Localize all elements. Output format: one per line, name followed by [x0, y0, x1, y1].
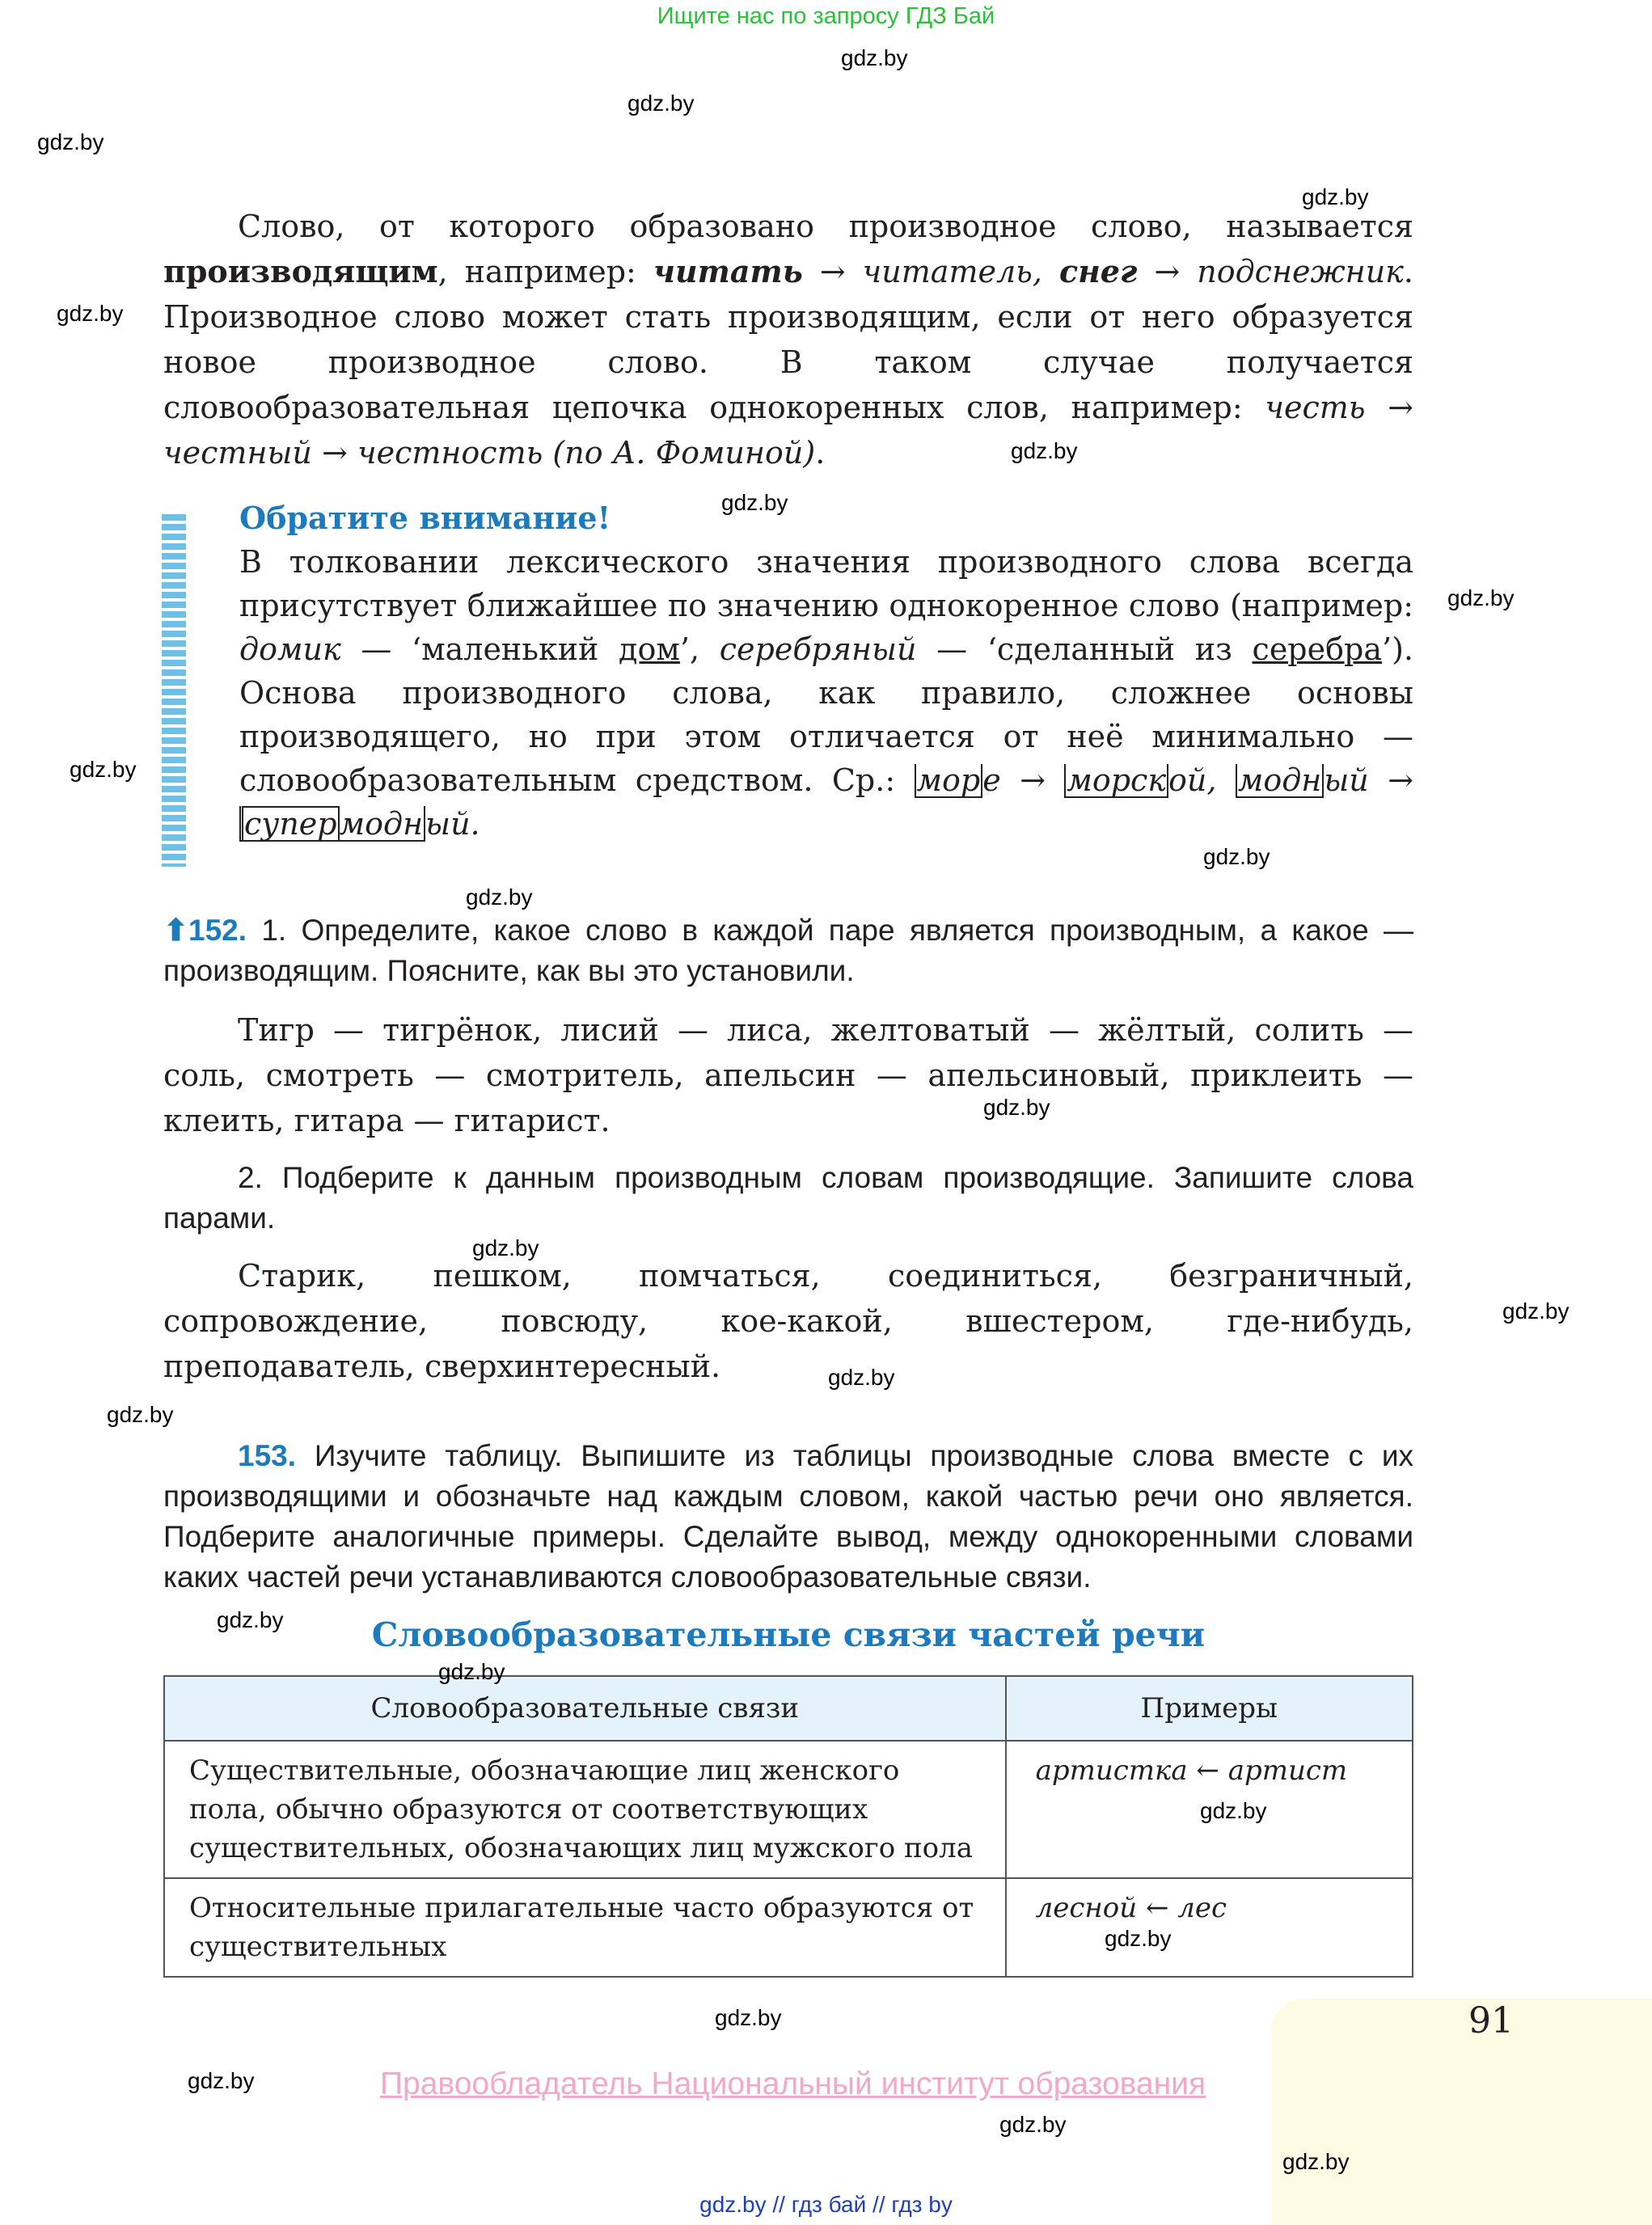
word-stem: супермодн — [239, 806, 425, 842]
task-152: ⬆152. 1. Определите, какое слово в каждой паре является производным, а какое — производящим. Поясните, как вы это установили. — [163, 914, 1414, 987]
task-152-words-1: Тигр — тигрёнок, лисий — лиса, желтоватый — жёлтый, солить — соль, смотреть — смотритель, апельсин — апельсиновый, приклеить — клеить, гитара — гитарист. — [163, 1012, 1413, 1138]
watermark: gdz.by — [107, 1402, 174, 1427]
watermark: gdz.by — [715, 2005, 782, 2030]
source: (по А. Фоминой) — [552, 435, 816, 471]
watermark: gdz.by — [70, 757, 137, 782]
task-153: 153. Изучите таблицу. Выпишите из таблицы производные слова вместе с их производящими и обозначьте над каждым словом, какой частью речи оно является. Подберите аналогичные примеры. Сделайте вывод, между однокоренными словами каких частей речи устанавливаются словообразовательные связи. — [163, 1439, 1413, 1594]
watermark: gdz.by — [466, 885, 533, 910]
task-152-words-2: Старик, пешком, помчаться, соединиться, безграничный, сопровождение, повсюду, кое-какой, вшестером, где-нибудь, преподаватель, сверхинтересный. — [163, 1258, 1413, 1384]
table-cell-example: артистка ← артист — [1006, 1741, 1413, 1878]
watermark: gdz.by — [999, 2112, 1067, 2137]
watermark: gdz.by — [472, 1235, 539, 1260]
prefix-mark: супер — [242, 806, 340, 840]
watermark: gdz.by — [1282, 2149, 1350, 2174]
watermark: gdz.by — [57, 301, 124, 326]
attention-title: Обратите внимание! — [239, 500, 611, 536]
watermark: gdz.by — [37, 129, 104, 154]
intro-paragraph: Слово, от которого образовано производное слово, называется производящим, например: читать → читатель, снег → подснежник. Производное слово может стать производящим, если от него образуется новое производное слово. В таком случае получается словообразовательная цепочка однокоренных слов, например: честь → честный → честность (по А. Фоминой). — [163, 209, 1413, 471]
word-stem: мор — [915, 764, 983, 798]
watermark: gdz.by — [627, 91, 695, 116]
copyright-link[interactable]: Правообладатель Национальный институт образования — [380, 2067, 1206, 2101]
watermark: gdz.by — [841, 45, 908, 70]
watermark: gdz.by — [1203, 844, 1270, 869]
watermark: gdz.by — [1011, 438, 1078, 463]
page-number: 91 — [1468, 2000, 1514, 2041]
table-cell-rule: Относительные прилагательные часто образуются от существительных — [164, 1878, 1006, 1977]
word-formation-table — [163, 1675, 1413, 1978]
task-number: 152. — [188, 914, 247, 947]
attention-stripe — [162, 511, 186, 867]
table-cell-rule: Существительные, обозначающие лиц женского пола, обычно образуются от соответствующих существительных, обозначающих лиц мужского пола — [164, 1741, 1006, 1878]
table-header: Примеры — [1006, 1676, 1413, 1741]
attention-block: Обратите внимание! В толковании лексического значения производного слова всегда присутствует ближайшее по значению однокоренное слово (например: домик — ‘маленький дом’, серебряный — ‘сделанный из серебра’). Основа производного слова, как правило, сложнее основы производящего, но при этом отличается от неё минимально — словообразовательным средством. Ср.: море → морской, модный → супермодный. — [239, 496, 1413, 846]
watermark: gdz.by — [438, 1659, 505, 1684]
watermark: gdz.by — [721, 490, 788, 515]
table-cell-example: лесной ← лес — [1006, 1878, 1413, 1977]
watermark: gdz.by — [188, 2068, 255, 2093]
watermark: gdz.by — [828, 1365, 895, 1390]
watermark: gdz.by — [1200, 1798, 1267, 1823]
watermark: gdz.by — [1105, 1926, 1172, 1951]
bottom-links[interactable]: gdz.by // гдз бай // гдз by — [699, 2192, 953, 2217]
watermark: gdz.by — [1502, 1298, 1570, 1324]
arrow-up-icon: ⬆ — [163, 914, 189, 947]
watermark: gdz.by — [1447, 585, 1515, 610]
table-header: Словообразовательные связи — [164, 1676, 1006, 1741]
task-number: 153. — [238, 1439, 297, 1472]
watermark: gdz.by — [983, 1095, 1050, 1120]
word-stem: морск — [1064, 764, 1168, 798]
watermark: gdz.by — [1302, 184, 1369, 209]
watermark: gdz.by — [217, 1607, 284, 1632]
table-header-row — [164, 1676, 1413, 1741]
top-banner[interactable]: Ищите нас по запросу ГДЗ Бай — [657, 3, 995, 29]
table-row — [164, 1878, 1413, 1977]
task-152-part-2: 2. Подберите к данным производным словам производящие. Запишите слова парами. — [163, 1161, 1413, 1235]
word-stem: модн — [1236, 764, 1325, 798]
table-title: Словообразовательные связи частей речи — [371, 1615, 1206, 1654]
term-proizvodyashchim: производящим — [163, 253, 438, 289]
